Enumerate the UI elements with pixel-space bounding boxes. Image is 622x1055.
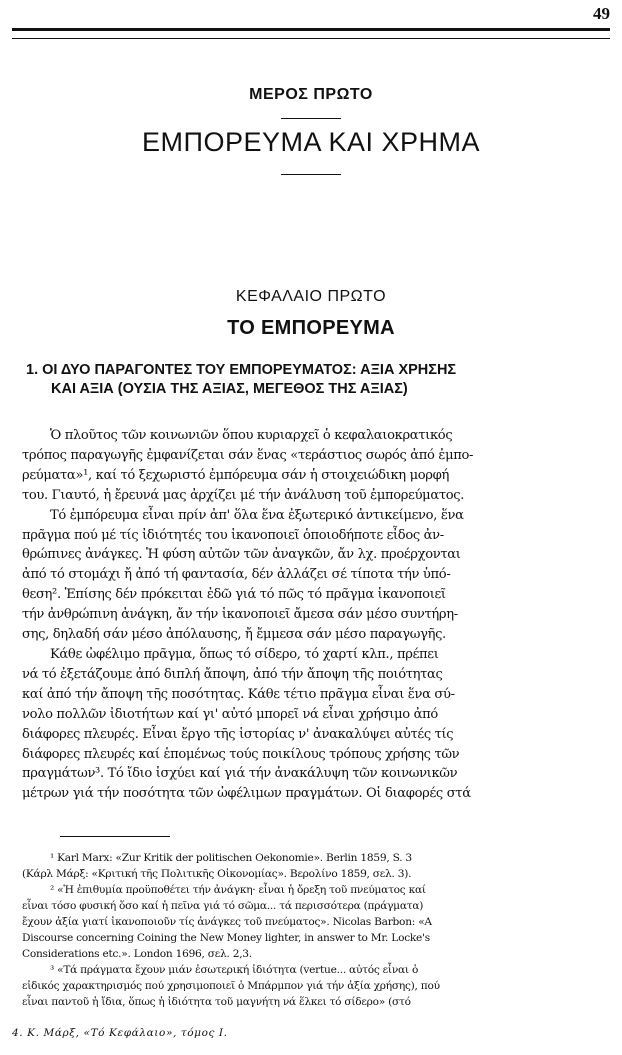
body-line: τρόπος παραγωγῆς ἐμφανίζεται σάν ἕνας «τεράστιος σωρός ἀπό ἐμπο- bbox=[22, 447, 474, 463]
body-line: διάφορες πλευρές καί ἑπομένως τούς ποικίλους τρόπους χρήσης τῶν bbox=[22, 746, 460, 762]
footnote-line: Discourse concerning Coining the New Money lighter, in answer to Mr. Locke's bbox=[22, 932, 430, 944]
page-number: 49 bbox=[593, 4, 610, 23]
body-line: ἀπό τό στομάχι ἤ ἀπό τή φαντασία, δέν ἀλλάζει σέ τίποτα τήν ὑπό- bbox=[22, 567, 451, 583]
footnote-line: ἔχουν ἀξία γιατί ἱκανοποιοῦν τίς ἀνάγκες τοῦ πνεύματος». Nicolas Barbon: «A bbox=[22, 916, 432, 928]
body-text bbox=[22, 426, 602, 804]
body-line: νολο πολλῶν ἰδιοτήτων καί γι' αὐτό μπορεῖ νά εἶναι χρήσιμο ἀπό bbox=[22, 706, 438, 722]
body-line: θρώπινες ἀνάγκες. Ἡ φύση αὐτῶν τῶν ἀναγκῶν, ἄν λχ. προέρχονται bbox=[22, 547, 461, 563]
body-line: σης, δηλαδή σάν μέσο ἀπόλαυσης, ἤ ἔμμεσα σάν μέσο παραγωγῆς. bbox=[22, 627, 446, 643]
source-line: 4. Κ. Μάρξ, «Τό Κεφάλαιο», τόμος Ι. bbox=[12, 1027, 228, 1039]
part-label: ΜΕΡΟΣ ΠΡΩΤΟ bbox=[249, 86, 373, 103]
footnote-line: (Κάρλ Μάρξ: «Κριτική τῆς Πολιτικῆς Οἰκονομίας». Βερολίνο 1859, σελ. 3). bbox=[22, 868, 412, 880]
body-line: πραγμάτων³. Τό ἴδιο ἰσχύει καί γιά τήν ἀνακάλυψη τῶν κοινωνικῶν bbox=[22, 766, 458, 782]
body-line: Κάθε ὠφέλιμο πρᾶγμα, ὅπως τό σίδερο, τό χαρτί κλπ., πρέπει bbox=[50, 646, 439, 662]
body-line: Τό ἐμπόρευμα εἶναι πρίν ἀπ' ὅλα ἕνα ἐξωτερικό ἀντικείμενο, ἕνα bbox=[50, 507, 464, 523]
body-line: διάφορες πλευρές. Εἶναι ἔργο τῆς ἱστορίας ν' ἀνακαλύψει αὐτές τίς bbox=[22, 726, 454, 742]
body-line: θεση². Ἐπίσης δέν πρόκειται ἐδῶ γιά τό πῶς τό πρᾶγμα ἱκανοποιεῖ bbox=[22, 587, 446, 603]
part-title: ΕΜΠΟΡΕΥΜΑ ΚΑΙ ΧΡΗΜΑ bbox=[141, 127, 481, 157]
footnote-line: εἶναι παντοῦ ἡ ἴδια, ὅπως ἡ ἰδιότητα τοῦ μαγνήτη νά ἕλκει τό σίδερο» (στό bbox=[22, 996, 411, 1008]
body-line: πρᾶγμα πού μέ τίς ἰδιότητές του ἱκανοποιεῖ ὁποιοδήποτε εἶδος ἀν- bbox=[22, 527, 444, 543]
footnote-rule bbox=[60, 836, 170, 837]
footnote-line: Considerations etc.». London 1696, σελ. 2,3. bbox=[22, 948, 252, 960]
body-line: νά τό ἐξετάζουμε ἀπό διπλή ἄποψη, ἀπό τήν ἄποψη τῆς ποιότητας bbox=[22, 666, 443, 682]
footnote-line: ¹ Karl Marx: «Zur Kritik der politischen Oekonomie». Berlin 1859, S. 3 bbox=[50, 852, 412, 864]
body-line: ρεύματα»¹, καί τό ξεχωριστό ἐμπόρευμα σάν ἡ στοιχειώδικη μορφή bbox=[22, 467, 449, 483]
footnote-line: εἶναι τόσο φυσική ὅσο καί ἡ πεῖνα γιά τό σῶμα... τά περισσότερα (πράγματα) bbox=[22, 900, 424, 912]
footnote-line: ³ «Τά πράγματα ἔχουν μιάν ἐσωτερική ἰδιότητα (vertue... αὐτός εἶναι ὁ bbox=[50, 964, 419, 976]
section-heading-line: 1. ΟΙ ΔΥΟ ΠΑΡΑΓΟΝΤΕΣ ΤΟΥ ΕΜΠΟΡΕΥΜΑΤΟΣ: ΑΞΙΑ ΧΡΗΣΗΣ bbox=[26, 362, 457, 378]
chapter-label: ΚΕΦΑΛΑΙΟ ΠΡΩΤΟ bbox=[235, 288, 387, 305]
section-heading-line: ΚΑΙ ΑΞΙΑ (ΟΥΣΙΑ ΤΗΣ ΑΞΙΑΣ, ΜΕΓΕΘΟΣ ΤΗΣ ΑΞΙΑΣ) bbox=[51, 381, 408, 397]
footnotes bbox=[22, 850, 604, 1010]
footnote-line: ² «Ἡ ἐπιθυμία προϋποθέτει τήν ἀνάγκη· εἶναι ἡ ὄρεξη τοῦ πνεύματος καί bbox=[50, 884, 426, 896]
header-rule bbox=[12, 28, 610, 39]
chapter-title: ΤΟ ΕΜΠΟΡΕΥΜΑ bbox=[227, 317, 395, 339]
section-heading bbox=[26, 361, 606, 399]
body-line: του. Γιαυτό, ἡ ἔρευνά μας ἀρχίζει μέ τήν ἀνάλυση τοῦ ἐμπορεύματος. bbox=[22, 487, 465, 503]
title-divider-bottom bbox=[281, 174, 341, 175]
body-line: τήν ἀνθρώπινη ἀνάγκη, ἄν τήν ἱκανοποιεῖ ἄμεσα σάν μέσο συντήρη- bbox=[22, 607, 458, 623]
body-line: Ὁ πλοῦτος τῶν κοινωνιῶν ὅπου κυριαρχεῖ ὁ κεφαλαιοκρατικός bbox=[50, 428, 453, 443]
footnote-line: εἰδικός χαρακτηρισμός πού χρησιμοποιεῖ ὁ Μπάρμπον γιά τήν ἀξία χρήσης), πού bbox=[22, 980, 440, 992]
title-divider-top bbox=[281, 118, 341, 119]
body-line: μέτρων γιά τήν ποσότητα τῶν ὠφέλιμων πραγμάτων. Οἱ διαφορές στά bbox=[22, 786, 471, 802]
body-line: καί ἀπό τήν ἄποψη τῆς ποσότητας. Κάθε τέτιο πρᾶγμα εἶναι ἕνα σύ- bbox=[22, 686, 455, 702]
